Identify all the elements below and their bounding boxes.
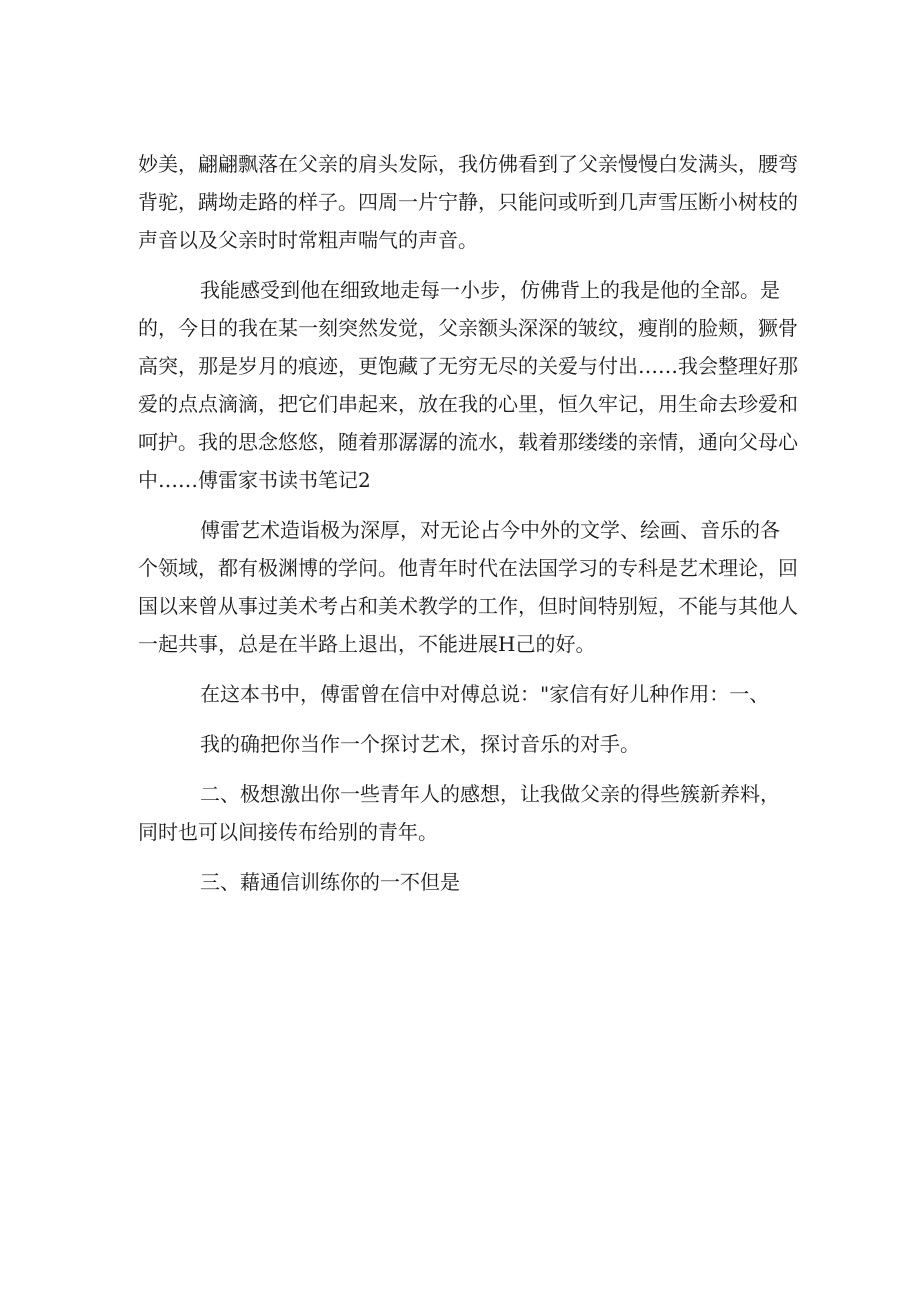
paragraph [138,675,798,713]
text-line: 声音以及父亲时时常粗声喘气的声音。 [138,228,478,252]
paragraph [138,863,798,901]
text-line: 傅雷艺术造诣极为深厚，对无论占今中外的文学、绘画、音乐的各 [200,518,780,542]
text-line: 同时也可以间接传布给别的青年。 [138,820,438,844]
text-line: 高突，那是岁月的痕迹，更饱藏了无穷无尽的关爱与付出……我会整理好那 [138,354,798,378]
paragraph [138,511,798,663]
text-line: 妙美，翩翩飘落在父亲的肩头发际，我仿佛看到了父亲慢慢白发满头，腰弯 [138,152,798,176]
text-line: 国以来曾从事过美术考占和美术教学的工作，但时间特别短，不能与其他人 [138,594,798,618]
text-line: 三、藉通信训练你的一不但是 [200,870,460,894]
text-line: 我能感受到他在细致地走每一小步，仿佛背上的我是他的全部。是 [200,278,780,302]
text-line: 一起共事，总是在半路上退出，不能进展H己的好。 [138,632,596,656]
text-line: 中……傅雷家书读书笔记2 [138,468,371,492]
paragraph [138,271,798,499]
text-line: 背驼，蹒坳走路的样子。四周一片宁静，只能问或听到几声雪压断小树枝的 [138,190,798,214]
text-line: 爱的点点滴滴，把它们串起来，放在我的心里，恒久牢记，用生命去珍爱和 [138,392,798,416]
text-line: 在这本书中，傅雷曾在信中对傅总说："家信有好儿种作用：一、 [200,682,770,706]
text-line: 呵护。我的思念悠悠，随着那潺潺的流水，载着那缕缕的亲情，通向父母心 [138,430,798,454]
paragraph [138,725,798,763]
text-line: 个领域，都有极渊博的学问。他青年时代在法国学习的专科是艺术理论，回 [138,556,798,580]
text-line: 我的确把你当作一个探讨艺术，探讨音乐的对手。 [200,732,640,756]
document-body [138,145,798,901]
text-line: 的，今日的我在某一刻突然发觉，父亲额头深深的皱纹，瘦削的脸颊，獗骨 [138,316,798,340]
paragraph [138,775,798,851]
paragraph [138,145,798,259]
text-line: 二、极想激出你一些青年人的感想，让我做父亲的得些簇新养料， [200,782,780,806]
